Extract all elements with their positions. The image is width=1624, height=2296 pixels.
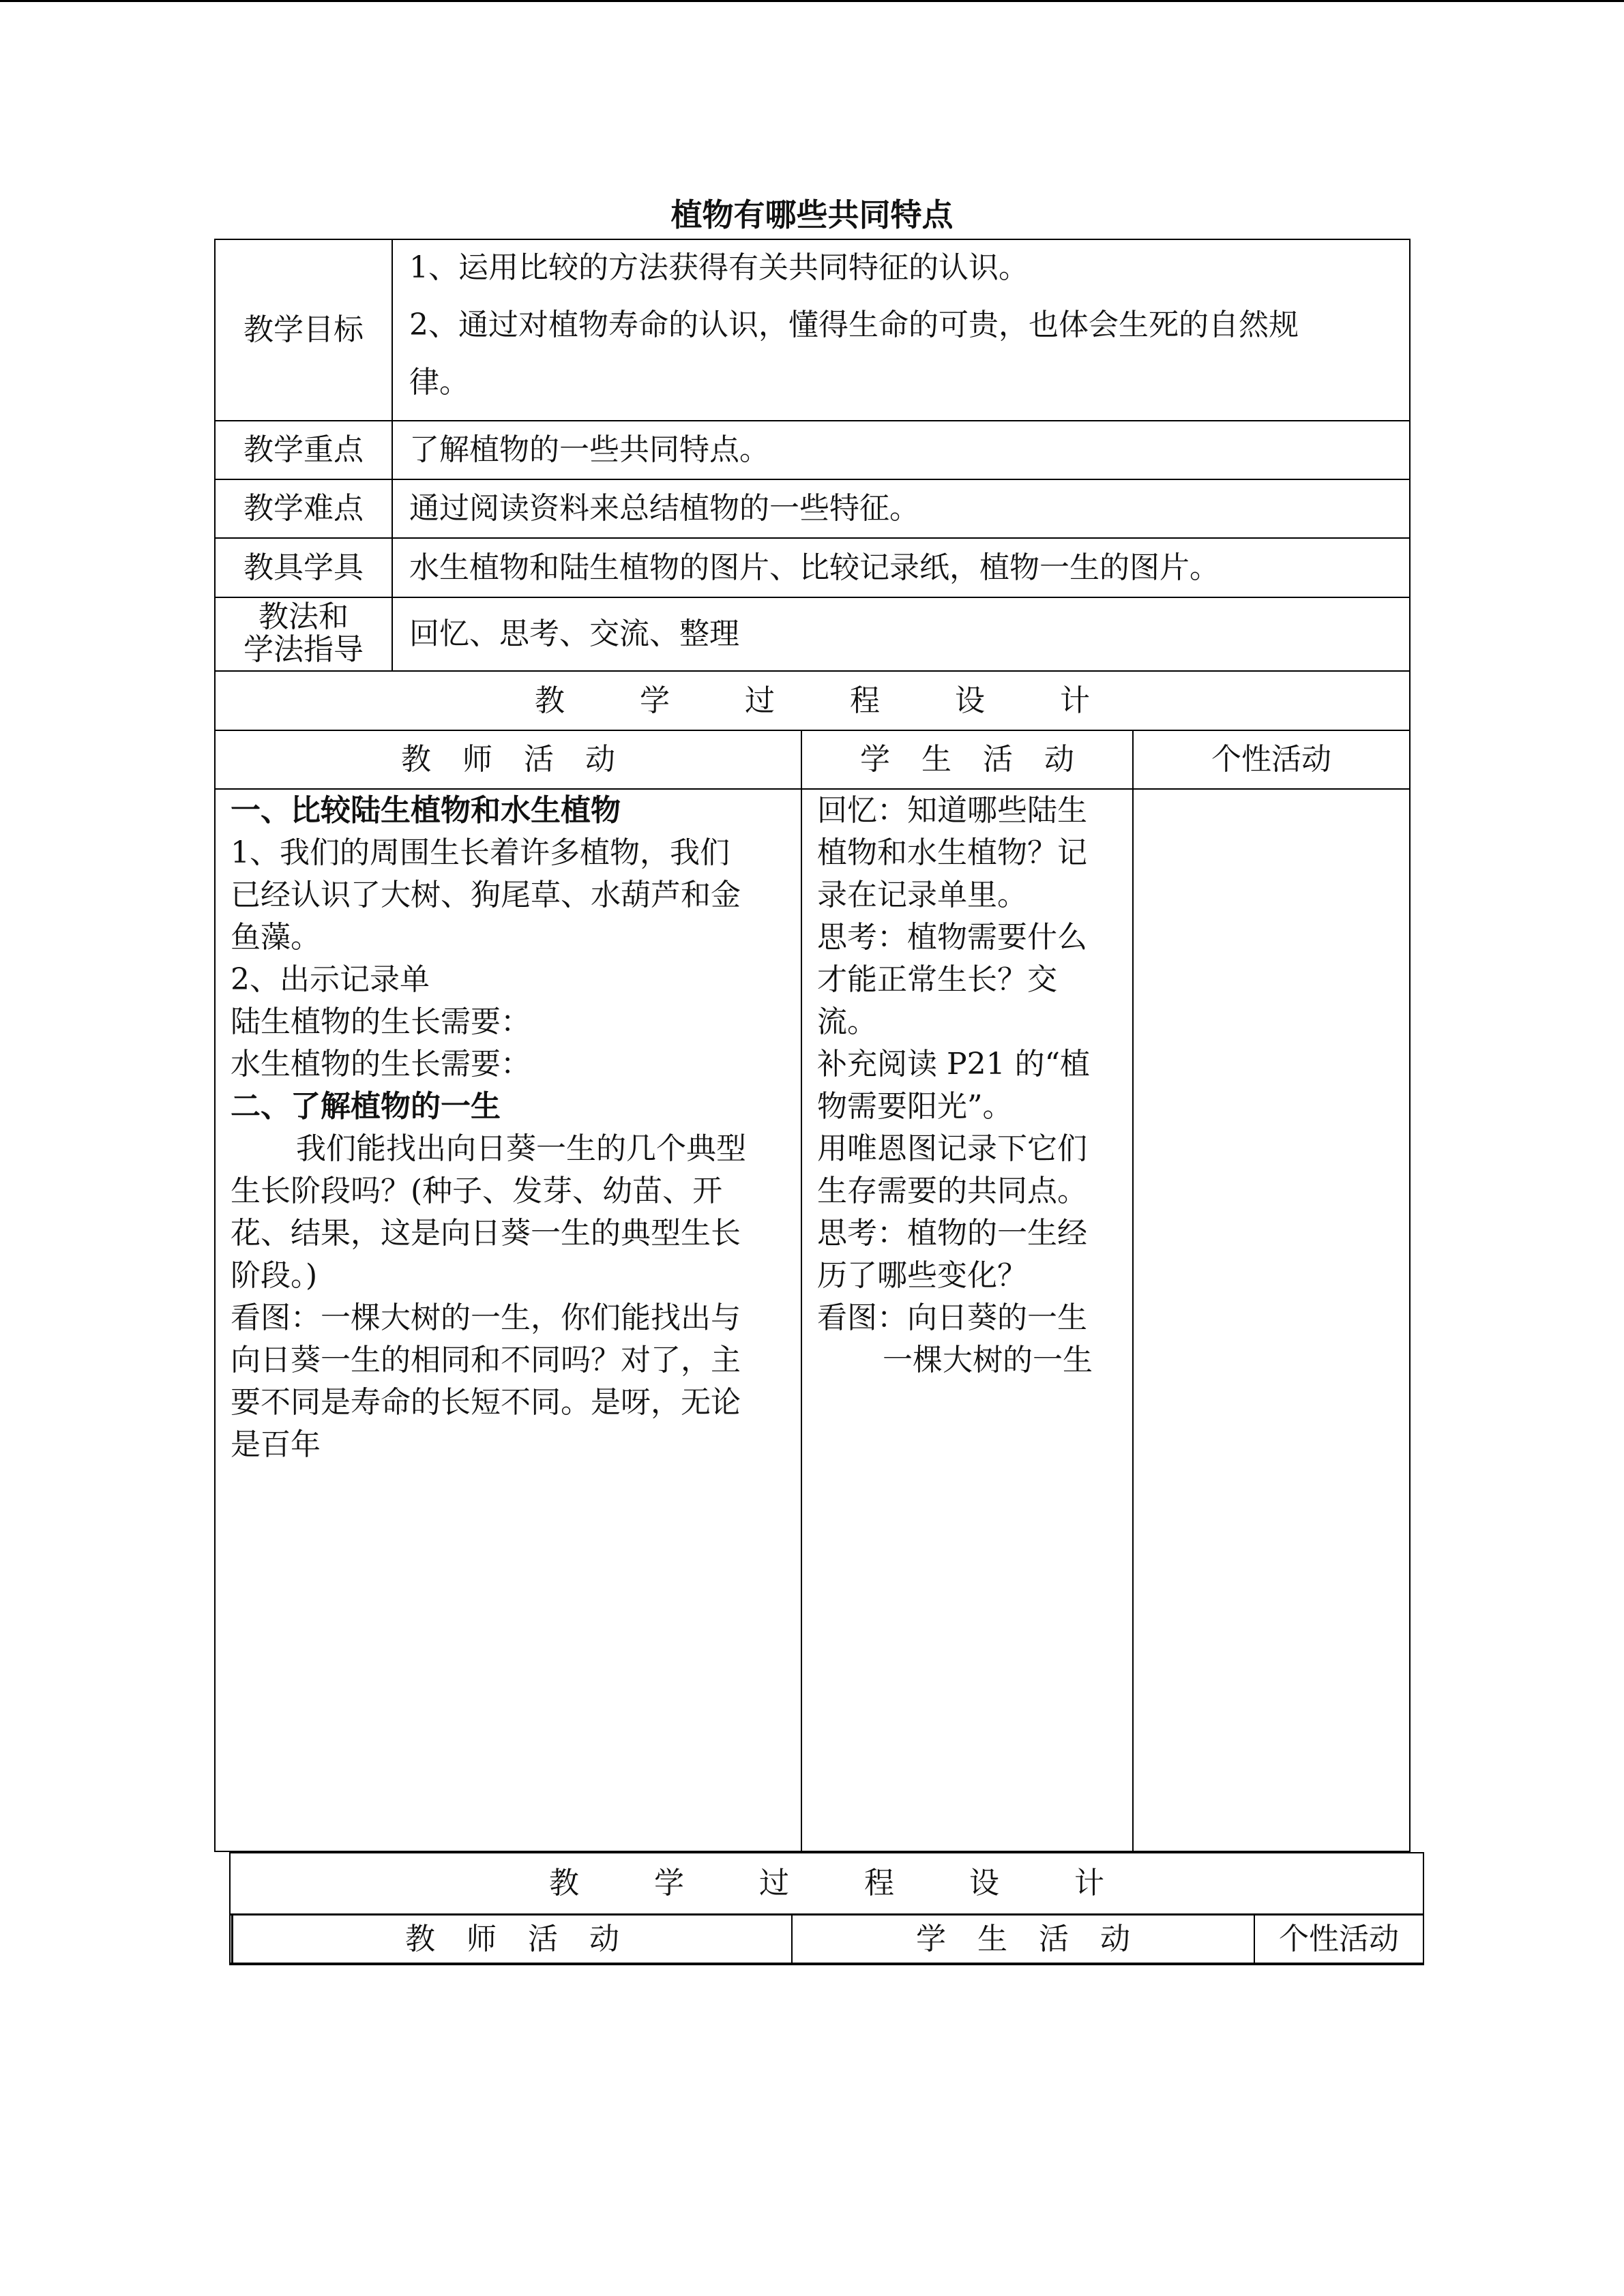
- teacher-activity-line: 2、出示记录单: [231, 962, 430, 997]
- student-header-char: 学: [860, 742, 890, 777]
- teacher-activity-line: 一、比较陆生植物和水生植物: [231, 793, 621, 828]
- page-top-border: [0, 0, 1624, 2]
- student-activity-line: 生存需要的共同点。: [817, 1174, 1087, 1208]
- teacher-header-char: 教: [401, 742, 431, 777]
- teacher-activity-content: [216, 790, 801, 1466]
- student-activity-line: 植物和水生植物？记: [817, 835, 1087, 870]
- process-header-char: 学: [640, 683, 670, 718]
- student-activity-line: 历了哪些变化？: [817, 1258, 1027, 1293]
- student-activity-line: 录在记录单里。: [817, 878, 1027, 912]
- student-header-char: 动: [1044, 742, 1074, 777]
- key-point-label: 教学重点: [243, 432, 364, 467]
- method-label-line-1: 教法和: [259, 599, 349, 634]
- teacher-activity-line: 我们能找出向日葵一生的几个典型: [296, 1131, 746, 1166]
- process-header-char: 设: [955, 683, 985, 718]
- key-point-value: 了解植物的一些共同特点。: [409, 432, 769, 467]
- student-header-2-char: 生: [977, 1921, 1007, 1956]
- method-value: 回忆、思考、交流、整理: [409, 616, 739, 651]
- student-activity-line: 才能正常生长？交: [817, 962, 1057, 997]
- teacher-header-char: 动: [585, 742, 615, 777]
- process-header-char: 过: [745, 683, 775, 718]
- teacher-activity-line: 水生植物的生长需要：: [231, 1047, 531, 1082]
- process-header-2-char: 计: [1074, 1866, 1104, 1900]
- goal-value: [393, 247, 1409, 420]
- student-header-char: 活: [983, 742, 1013, 777]
- process-header: [216, 672, 1409, 730]
- tools-value: 水生植物和陆生植物的图片、比较记录纸，植物一生的图片。: [409, 550, 1220, 585]
- process-header-2: [231, 1853, 1423, 1913]
- student-activity-line: 流。: [817, 1004, 877, 1039]
- process-header-2-char: 学: [654, 1866, 684, 1900]
- teacher-activity-line: 阶段。): [231, 1258, 318, 1293]
- student-activity-line: 一棵大树的一生: [883, 1343, 1093, 1377]
- teacher-header-char: 活: [524, 742, 554, 777]
- tools-label: 教具学具: [243, 550, 364, 585]
- teacher-activity-line: 是百年: [231, 1427, 321, 1462]
- teacher-activity-line: 陆生植物的生长需要：: [231, 1004, 531, 1039]
- personal-activity-header: 个性活动: [1211, 742, 1331, 777]
- difficulty-value: 通过阅读资料来总结植物的一些特征。: [409, 491, 919, 526]
- teacher-activity-line: 二、了解植物的一生: [231, 1089, 501, 1124]
- process-header-char: 教: [535, 683, 565, 718]
- teacher-header-2-char: 教: [405, 1921, 435, 1956]
- method-label: [216, 598, 392, 670]
- student-activity-line: 思考：植物的一生经: [817, 1216, 1087, 1251]
- teacher-activity-header-2: [233, 1915, 791, 1963]
- student-activity-line: 物需要阳光”。: [817, 1089, 1013, 1124]
- teacher-activity-line: 鱼藻。: [231, 920, 321, 955]
- student-header-char: 生: [921, 742, 951, 777]
- method-label-line-2: 学法指导: [243, 632, 364, 667]
- teacher-activity-header: [216, 731, 801, 788]
- student-activity-header: [802, 731, 1132, 788]
- goal-line-2: 2、通过对植物寿命的认识，懂得生命的可贵，也体会生死的自然规: [409, 308, 1299, 342]
- goal-line-3: 律。: [409, 365, 469, 400]
- student-activity-line: 补充阅读 P21 的“植: [817, 1047, 1091, 1082]
- student-header-2-char: 活: [1039, 1921, 1069, 1956]
- student-activity-header-2: [793, 1915, 1254, 1963]
- student-activity-line: 回忆：知道哪些陆生: [817, 793, 1087, 828]
- teacher-header-2-char: 师: [467, 1921, 497, 1956]
- teacher-activity-line: 已经认识了大树、狗尾草、水葫芦和金: [231, 878, 741, 912]
- student-header-2-char: 动: [1100, 1921, 1130, 1956]
- goal-line-1: 1、运用比较的方法获得有关共同特征的认识。: [409, 250, 1029, 285]
- teacher-activity-line: 向日葵一生的相同和不同吗？对了，主: [231, 1343, 741, 1377]
- teacher-activity-line: 生长阶段吗？(种子、发芽、幼苗、开: [231, 1174, 723, 1208]
- process-header-2-char: 设: [969, 1866, 999, 1900]
- teacher-header-2-char: 活: [528, 1921, 558, 1956]
- personal-activity-header-2: 个性活动: [1279, 1921, 1399, 1956]
- teacher-header-char: 师: [462, 742, 492, 777]
- teacher-header-2-char: 动: [589, 1921, 619, 1956]
- teacher-activity-line: 看图：一棵大树的一生，你们能找出与: [231, 1300, 741, 1335]
- process-header-char: 计: [1060, 683, 1090, 718]
- teacher-activity-line: 要不同是寿命的长短不同。是呀，无论: [231, 1385, 741, 1420]
- teacher-activity-line: 1、我们的周围生长着许多植物，我们: [231, 835, 730, 870]
- document-title: 植物有哪些共同特点: [670, 196, 954, 233]
- student-activity-line: 思考：植物需要什么: [817, 920, 1087, 955]
- student-header-2-char: 学: [916, 1921, 946, 1956]
- student-activity-content: [802, 790, 1132, 1382]
- difficulty-label: 教学难点: [243, 491, 364, 526]
- process-header-char: 程: [850, 683, 880, 718]
- student-activity-line: 用唯恩图记录下它们: [817, 1131, 1087, 1166]
- student-activity-line: 看图：向日葵的一生: [817, 1300, 1087, 1335]
- goal-label: 教学目标: [243, 312, 364, 347]
- process-header-2-char: 过: [759, 1866, 789, 1900]
- teacher-activity-line: 花、结果，这是向日葵一生的典型生长: [231, 1216, 741, 1251]
- process-header-2-char: 教: [549, 1866, 579, 1900]
- personal-activity-content: [1134, 790, 1409, 1851]
- process-header-2-char: 程: [864, 1866, 894, 1900]
